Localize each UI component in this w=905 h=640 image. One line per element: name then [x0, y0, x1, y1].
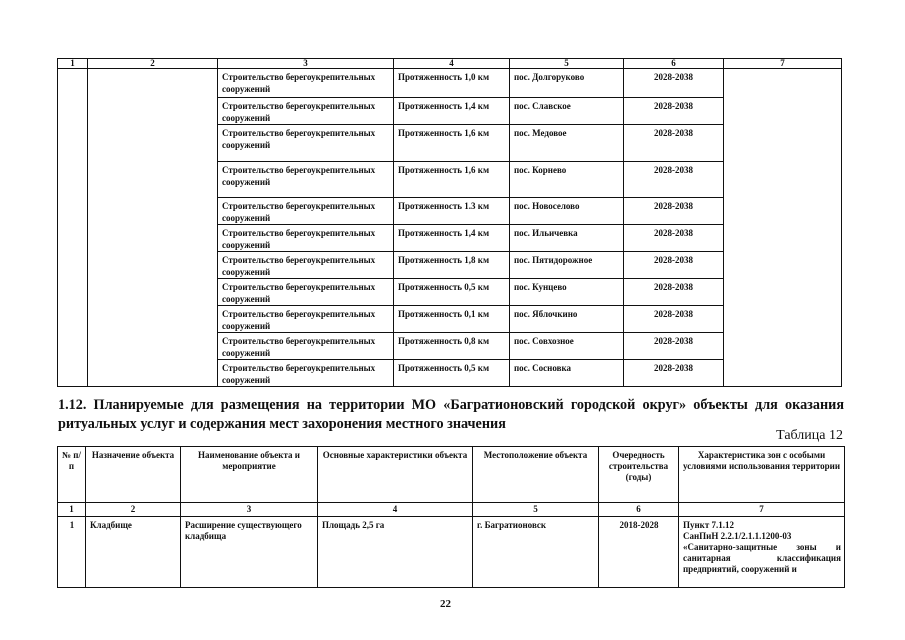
column-number: 4: [318, 503, 473, 517]
page-number: 22: [440, 598, 451, 610]
column-number: 7: [679, 503, 845, 517]
characteristic-cell: Протяженность 1,4 км: [394, 98, 510, 125]
location-cell: пос. Новоселово: [510, 198, 624, 225]
work-cell: Строительство берегоукрепительных сооружений: [218, 306, 394, 333]
merged-cell: [724, 69, 842, 387]
table-row: [58, 69, 842, 98]
table-caption: Таблица 12: [776, 428, 843, 443]
work-cell: Строительство берегоукрепительных сооружений: [218, 252, 394, 279]
column-number-row: [58, 503, 845, 517]
name-cell: Расширение существующего кладбища: [181, 517, 318, 588]
section-heading: 1.12. Планируемые для размещения на территории МО «Багратионовский городской округ» объекты для оказания ритуальных услуг и содержания мест захоронения местного значения: [58, 397, 844, 432]
header-cell: Местоположение объекта: [473, 447, 599, 503]
work-cell: Строительство берегоукрепительных сооружений: [218, 225, 394, 252]
column-number: 3: [181, 503, 318, 517]
table-row: [58, 517, 845, 588]
characteristic-cell: Протяженность 1,6 км: [394, 125, 510, 162]
column-number: 2: [88, 59, 218, 69]
location-cell: пос. Яблочкино: [510, 306, 624, 333]
column-number: 7: [724, 59, 842, 69]
location-cell: г. Багратионовск: [473, 517, 599, 588]
location-cell: пос. Сосновка: [510, 360, 624, 387]
period-cell: 2028-2038: [624, 306, 724, 333]
characteristic-cell: Протяженность 0,1 км: [394, 306, 510, 333]
period-cell: 2028-2038: [624, 198, 724, 225]
characteristic-cell: Площадь 2,5 га: [318, 517, 473, 588]
work-cell: Строительство берегоукрепительных сооружений: [218, 162, 394, 198]
period-cell: 2028-2038: [624, 225, 724, 252]
characteristic-cell: Протяженность 0,5 км: [394, 360, 510, 387]
column-number: 3: [218, 59, 394, 69]
period-cell: 2028-2038: [624, 162, 724, 198]
location-cell: пос. Пятидорожное: [510, 252, 624, 279]
characteristic-cell: Протяженность 1,6 км: [394, 162, 510, 198]
zone-line: СанПиН 2.2.1/2.1.1.1200-03: [683, 531, 792, 541]
characteristic-cell: Протяженность 1,8 км: [394, 252, 510, 279]
column-number: 6: [624, 59, 724, 69]
work-cell: Строительство берегоукрепительных сооружений: [218, 98, 394, 125]
purpose-cell: Кладбище: [86, 517, 181, 588]
characteristic-cell: Протяженность 0,5 км: [394, 279, 510, 306]
characteristic-cell: Протяженность 1.3 км: [394, 198, 510, 225]
column-number-row: [58, 59, 842, 69]
work-cell: Строительство берегоукрепительных сооружений: [218, 360, 394, 387]
merged-cell: [88, 69, 218, 387]
zone-line: «Санитарно-защитные зоны и санитарная классификация предприятий, сооружений и: [683, 542, 841, 574]
work-cell: Строительство берегоукрепительных сооружений: [218, 279, 394, 306]
location-cell: пос. Медовое: [510, 125, 624, 162]
work-cell: Строительство берегоукрепительных сооружений: [218, 69, 394, 98]
period-cell: 2028-2038: [624, 252, 724, 279]
header-row: [58, 447, 845, 503]
column-number: 6: [599, 503, 679, 517]
objects-table: [57, 446, 845, 588]
continuation-table: [57, 58, 842, 387]
location-cell: пос. Славское: [510, 98, 624, 125]
work-cell: Строительство берегоукрепительных сооружений: [218, 333, 394, 360]
characteristic-cell: Протяженность 1,0 км: [394, 69, 510, 98]
period-cell: 2028-2038: [624, 98, 724, 125]
column-number: 5: [510, 59, 624, 69]
merged-cell: [58, 69, 88, 387]
location-cell: пос. Совхозное: [510, 333, 624, 360]
work-cell: Строительство берегоукрепительных сооружений: [218, 125, 394, 162]
header-cell: № п/п: [58, 447, 86, 503]
characteristic-cell: Протяженность 0,8 км: [394, 333, 510, 360]
column-number: 1: [58, 503, 86, 517]
row-number-cell: 1: [58, 517, 86, 588]
location-cell: пос. Корнево: [510, 162, 624, 198]
column-number: 5: [473, 503, 599, 517]
period-cell: 2028-2038: [624, 125, 724, 162]
characteristic-cell: Протяженность 1,4 км: [394, 225, 510, 252]
period-cell: 2028-2038: [624, 360, 724, 387]
work-cell: Строительство берегоукрепительных сооружений: [218, 198, 394, 225]
location-cell: пос. Кунцево: [510, 279, 624, 306]
column-number: 1: [58, 59, 88, 69]
zone-cell: [679, 517, 845, 588]
column-number: 2: [86, 503, 181, 517]
header-cell: Основные характеристики объекта: [318, 447, 473, 503]
period-cell: 2028-2038: [624, 69, 724, 98]
header-cell: Характеристика зон с особыми условиями использования территории: [679, 447, 845, 503]
period-cell: 2028-2038: [624, 333, 724, 360]
column-number: 4: [394, 59, 510, 69]
header-cell: Назначение объекта: [86, 447, 181, 503]
location-cell: пос. Долгоруково: [510, 69, 624, 98]
header-cell: Очередность строительства (годы): [599, 447, 679, 503]
location-cell: пос. Ильичевка: [510, 225, 624, 252]
period-cell: 2018-2028: [599, 517, 679, 588]
zone-line: Пункт 7.1.12: [683, 520, 735, 530]
header-cell: Наименование объекта и мероприятие: [181, 447, 318, 503]
period-cell: 2028-2038: [624, 279, 724, 306]
